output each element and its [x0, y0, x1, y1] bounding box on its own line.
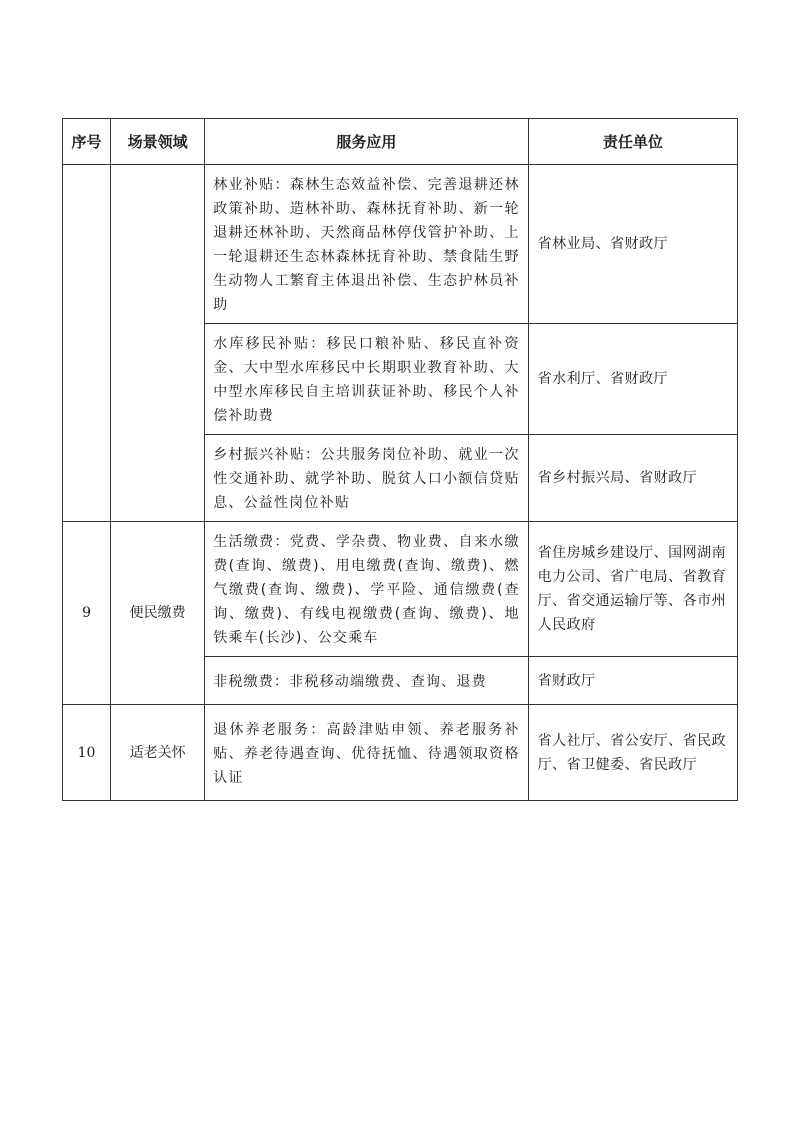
- service-table: [62, 118, 738, 801]
- service-app-cell: 乡村振兴补贴：公共服务岗位补助、就业一次性交通补助、就学补助、脱贫人口小额信贷贴息、公益性岗位补贴: [205, 435, 528, 522]
- header-no: 序号: [63, 119, 111, 165]
- header-app: 服务应用: [205, 119, 528, 165]
- responsible-unit-cell: 省乡村振兴局、省财政厅: [528, 435, 737, 522]
- table-row: [63, 705, 738, 801]
- service-app-cell: 非税缴费：非税移动端缴费、查询、退费: [205, 657, 528, 705]
- service-app-cell: 林业补贴：森林生态效益补偿、完善退耕还林政策补助、造林补助、森林抚育补助、新一轮退耕还林补助、天然商品林停伐管护补助、上一轮退耕还生态林森林抚育补助、禁食陆生野生动物人工繁育主体退出补偿、生态护林员补助: [205, 165, 528, 324]
- service-app-cell: 生活缴费：党费、学杂费、物业费、自来水缴费(查询、缴费)、用电缴费(查询、缴费)、燃气缴费(查询、缴费)、学平险、通信缴费(查询、缴费)、有线电视缴费(查询、缴费)、地铁乘车(长沙)、公交乘车: [205, 522, 528, 657]
- table-row: [63, 522, 738, 657]
- row-no: 9: [63, 522, 111, 705]
- responsible-unit-cell: 省人社厅、省公安厅、省民政厅、省卫健委、省民政厅: [528, 705, 737, 801]
- responsible-unit-cell: 省财政厅: [528, 657, 737, 705]
- table-row: [63, 165, 738, 324]
- row-scene: 适老关怀: [111, 705, 205, 801]
- row-scene: [111, 165, 205, 522]
- header-scene: 场景领域: [111, 119, 205, 165]
- service-app-cell: 水库移民补贴：移民口粮补贴、移民直补资金、大中型水库移民中长期职业教育补助、大中型水库移民自主培训获证补助、移民个人补偿补助费: [205, 324, 528, 435]
- table-header-row: [63, 119, 738, 165]
- service-app-cell: 退休养老服务：高龄津贴申领、养老服务补贴、养老待遇查询、优待抚恤、待遇领取资格认证: [205, 705, 528, 801]
- row-no: [63, 165, 111, 522]
- responsible-unit-cell: 省水利厅、省财政厅: [528, 324, 737, 435]
- responsible-unit-cell: 省住房城乡建设厅、国网湖南电力公司、省广电局、省教育厅、省交通运输厅等、各市州人民政府: [528, 522, 737, 657]
- header-unit: 责任单位: [528, 119, 737, 165]
- row-no: 10: [63, 705, 111, 801]
- responsible-unit-cell: 省林业局、省财政厅: [528, 165, 737, 324]
- row-scene: 便民缴费: [111, 522, 205, 705]
